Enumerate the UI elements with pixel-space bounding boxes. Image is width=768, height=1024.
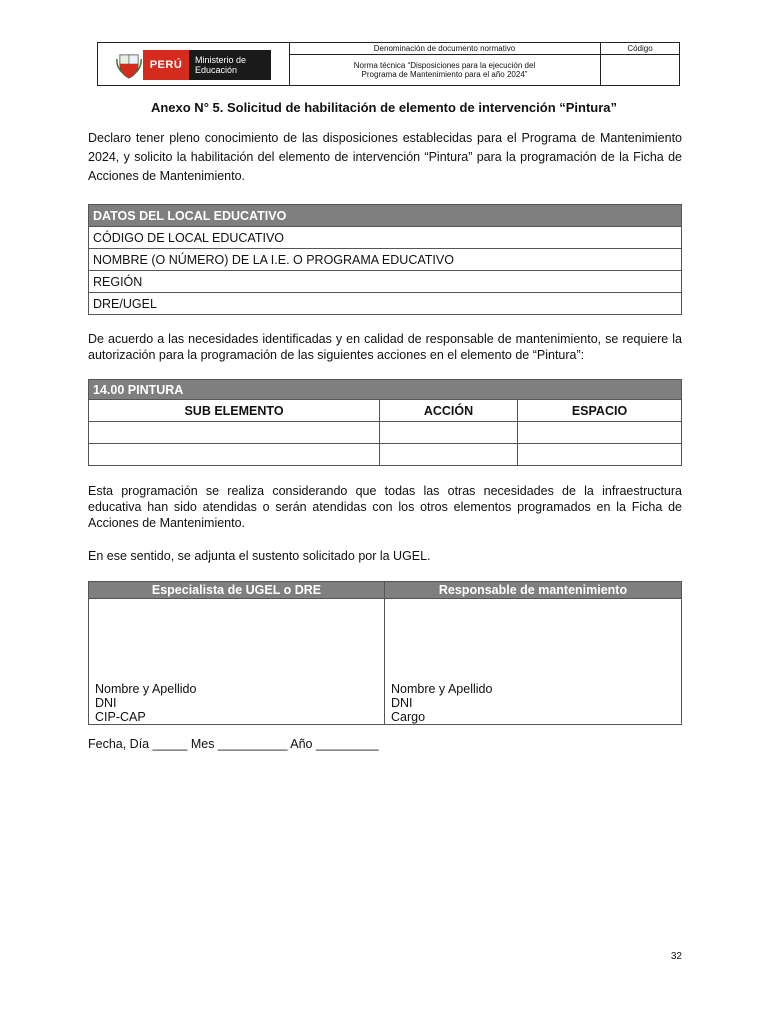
doc-name-line1: Norma técnica “Disposiciones para la ejecución del [353,61,536,70]
document-header [97,42,680,86]
cell-sub-element[interactable] [89,444,380,466]
logo-country: PERÚ [143,50,189,80]
cell-action[interactable] [380,444,518,466]
intro-paragraph: Declaro tener pleno conocimiento de las disposiciones establecidas para el Programa de Mantenimiento 2024, y solicito la habilitación del elemento de intervención “Pintura” para la programación de la Ficha de Acciones de Mantenimiento. [88,131,682,183]
doc-name-line2: Programa de Mantenimiento para el año 2024” [361,70,528,79]
signature-box-responsible [385,599,682,725]
coat-of-arms-icon [115,50,143,80]
signature-header-ugel: Especialista de UGEL o DRE [89,582,385,599]
local-data-table [88,204,682,315]
logo-ministry-line1: Ministerio de [195,55,247,65]
cell-action[interactable] [380,422,518,444]
local-row-dre-ugel: DRE/UGEL [89,293,682,315]
col-action: ACCIÓN [380,400,518,422]
table-row [89,422,682,444]
sig-right-cargo: Cargo [391,710,426,724]
doc-name-cell [289,43,601,85]
local-row-name: NOMBRE (O NÚMERO) DE LA I.E. O PROGRAMA EDUCATIVO [89,249,682,271]
page-number: 32 [670,951,682,962]
sig-left-dni: DNI [95,696,117,710]
programming-paragraph: Esta programación se realiza considerando que todas las otras necesidades de la infraestructura educativa han sido atendidas o serán atendidas con los otros elementos programados en la Ficha de Acciones de Mantenimiento. [88,484,682,530]
sig-left-cip: CIP-CAP [95,710,146,724]
logo-cell [98,43,290,85]
cell-space[interactable] [518,422,682,444]
signature-header-responsible: Responsable de mantenimiento [385,582,682,599]
page-title: Anexo N° 5. Solicitud de habilitación de elemento de intervención “Pintura” [150,100,618,115]
sig-left-name: Nombre y Apellido [95,682,197,696]
paint-table-header: 14.00 PINTURA [89,380,682,400]
local-row-code: CÓDIGO DE LOCAL EDUCATIVO [89,227,682,249]
paint-table [88,379,682,466]
cell-sub-element[interactable] [89,422,380,444]
date-line: Fecha, Día _____ Mes __________ Año _________ [88,737,379,751]
col-sub-element: SUB ELEMENTO [89,400,380,422]
support-paragraph: En ese sentido, se adjunta el sustento solicitado por la UGEL. [88,549,431,563]
cell-space[interactable] [518,444,682,466]
needs-paragraph: De acuerdo a las necesidades identificadas y en calidad de responsable de mantenimiento, se requiere la autorización para la programación de las siguientes acciones en el elemento de “Pintura”: [88,332,682,362]
table-row [89,444,682,466]
code-label: Código [627,44,653,53]
sig-right-name: Nombre y Apellido [391,682,493,696]
doc-name [289,61,600,79]
signature-box-ugel [89,599,385,725]
code-cell [601,43,679,85]
ministry-logo [115,50,279,80]
local-row-region: REGIÓN [89,271,682,293]
logo-ministry-line2: Educación [195,65,238,75]
sig-right-dni: DNI [391,696,413,710]
logo-ministry [189,50,271,80]
local-table-header: DATOS DEL LOCAL EDUCATIVO [89,205,682,227]
doc-type-label: Denominación de documento normativo [373,44,516,53]
signature-table [88,581,682,725]
col-space: ESPACIO [518,400,682,422]
